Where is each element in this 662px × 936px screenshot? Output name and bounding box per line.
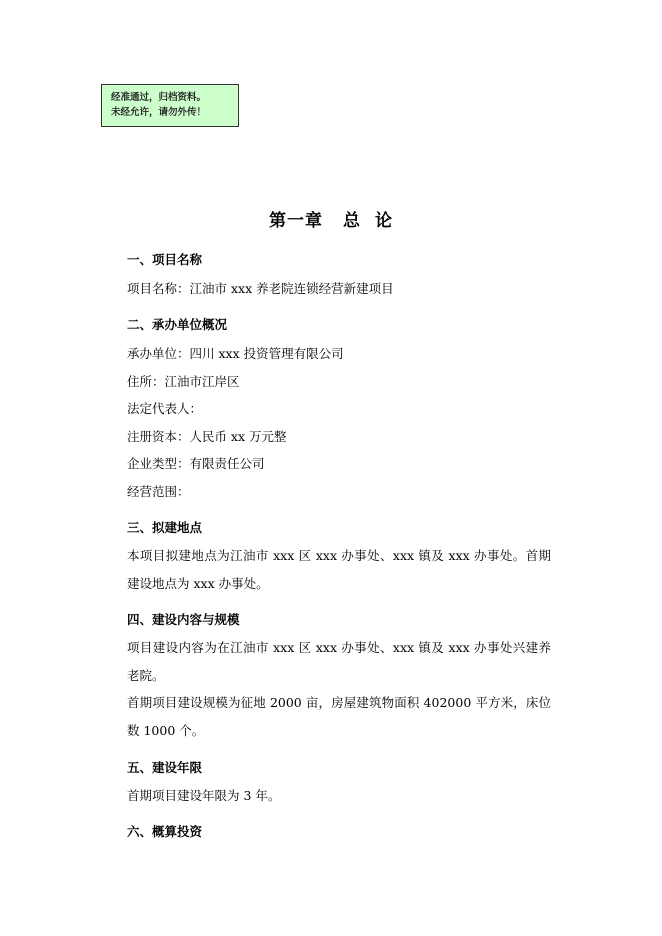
chapter-word-1: 总 <box>343 211 361 231</box>
scope-paragraph-2-line-1: 首期项目建设规模为征地 2000 亩，房屋建筑物面积 402000 平方米，床位 <box>127 695 551 710</box>
section-heading-location: 三、拟建地点 <box>127 520 203 535</box>
scope-paragraph-1-line-1: 项目建设内容为在江油市 xxx 区 xxx 办事处、xxx 镇及 xxx 办事处兴建养 <box>127 640 551 655</box>
project-name-line: 项目名称：江油市 xxx 养老院连锁经营新建项目 <box>127 281 394 296</box>
section-heading-organizer: 二、承办单位概况 <box>127 317 228 332</box>
duration-line: 首期项目建设年限为 3 年。 <box>127 788 281 803</box>
section-heading-scope: 四、建设内容与规模 <box>127 612 240 627</box>
capital-line: 注册资本：人民币 xx 万元整 <box>127 429 287 444</box>
approval-notice-box <box>101 84 239 127</box>
business-scope-line: 经营范围： <box>127 484 190 499</box>
section-heading-investment: 六、概算投资 <box>127 824 203 839</box>
chapter-word-2: 论 <box>375 211 393 231</box>
address-line: 住所：江油市江岸区 <box>127 374 240 389</box>
organizer-line: 承办单位：四川 xxx 投资管理有限公司 <box>127 346 344 361</box>
scope-paragraph-2-line-2: 数 1000 个。 <box>127 723 205 738</box>
company-type-line: 企业类型：有限责任公司 <box>127 456 265 471</box>
chapter-title <box>0 206 662 231</box>
notice-line-1: 经准通过，归档资料。 <box>111 92 207 103</box>
notice-line-2: 未经允许，请勿外传！ <box>111 107 207 118</box>
location-paragraph-line-1: 本项目拟建地点为江油市 xxx 区 xxx 办事处、xxx 镇及 xxx 办事处。首期 <box>127 548 551 563</box>
section-heading-duration: 五、建设年限 <box>127 760 203 775</box>
location-paragraph-line-2: 建设地点为 xxx 办事处。 <box>127 576 269 591</box>
chapter-number: 第一章 <box>269 211 323 231</box>
scope-paragraph-1-line-2: 老院。 <box>127 668 165 683</box>
section-heading-project-name: 一、项目名称 <box>127 252 203 267</box>
legal-rep-line: 法定代表人： <box>127 401 203 416</box>
